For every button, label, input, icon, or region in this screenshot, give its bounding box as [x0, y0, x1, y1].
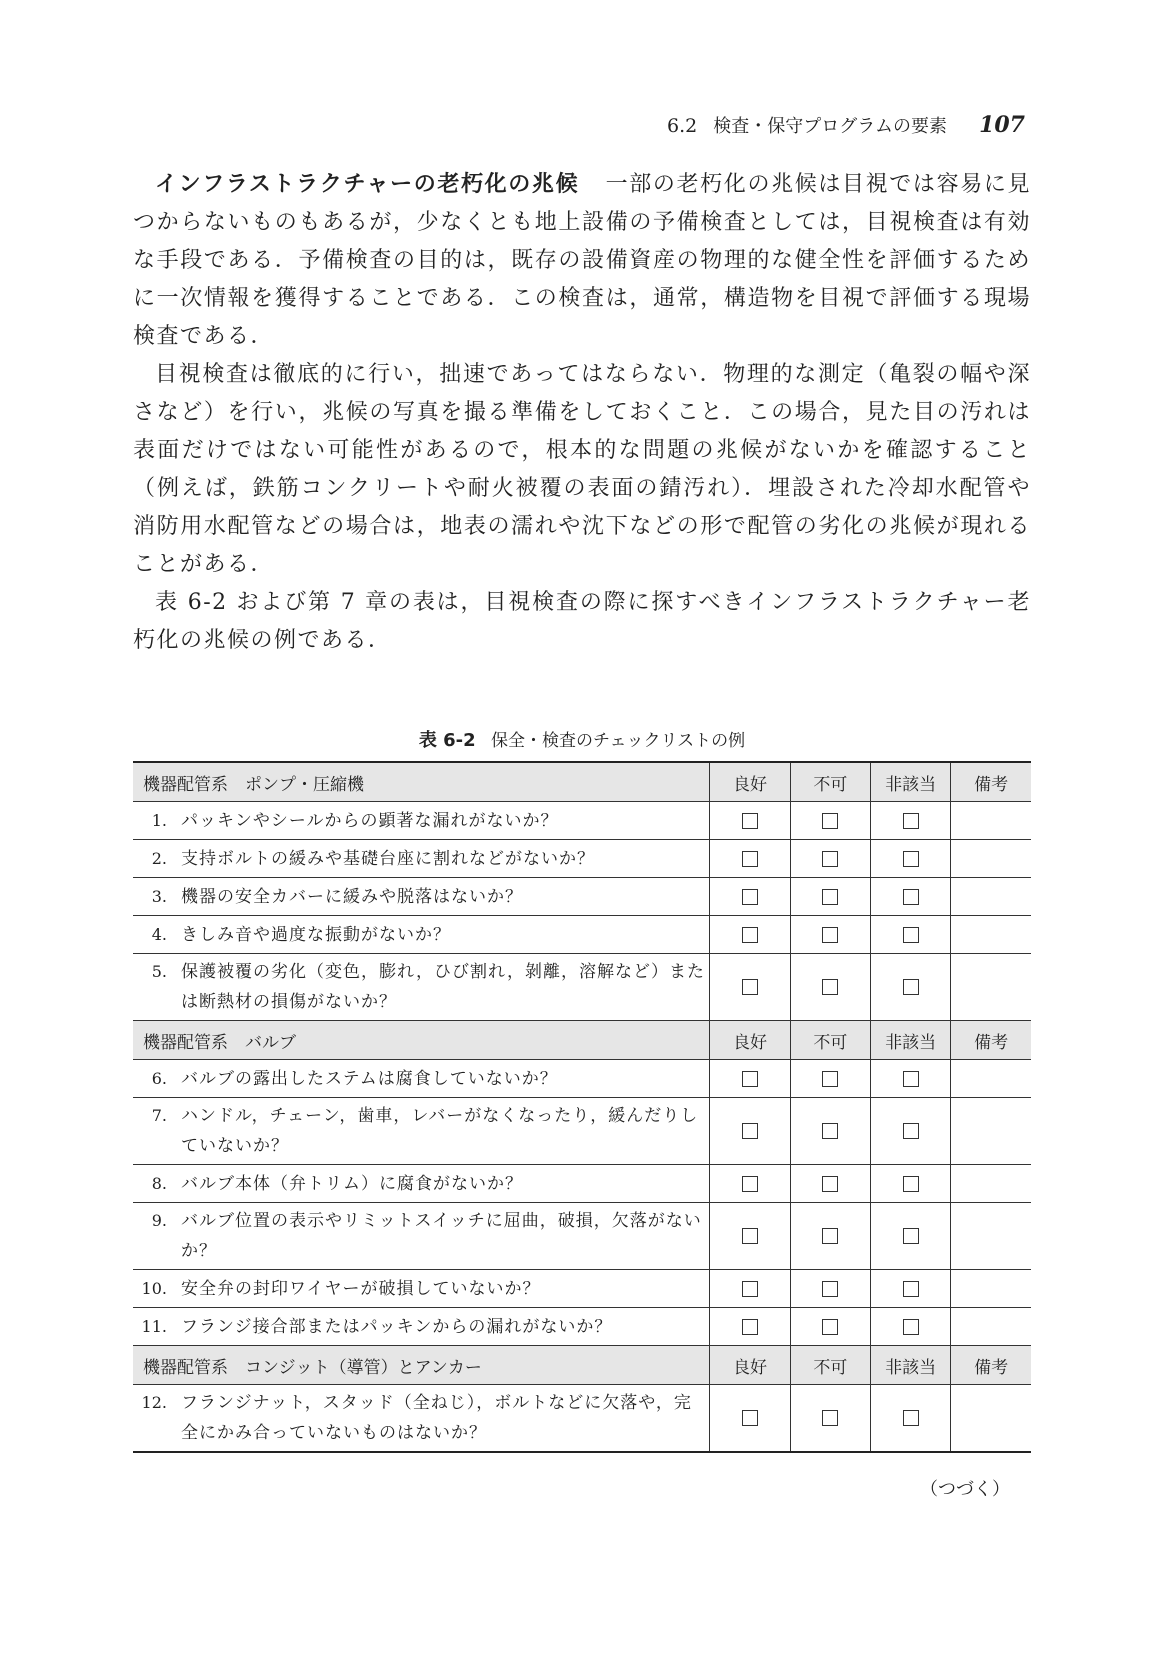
- item-text: バルブ位置の表示やリミットスイッチに屈曲，破損，欠落がないか？: [181, 1211, 702, 1261]
- item-wrap: [133, 957, 709, 1017]
- checkbox-good[interactable]: [742, 1319, 758, 1335]
- item-text: フランジナット，スタッド（全ねじ），ボルトなどに欠落や，完全にかみ合っていないものはないか？: [181, 1393, 692, 1443]
- checkbox-cell-good: [710, 878, 790, 916]
- item-text: 保護被覆の劣化（変色，膨れ，ひび割れ，剝離，溶解など）または断熱材の損傷がないか？: [181, 962, 706, 1012]
- item-cell: [133, 802, 710, 840]
- item-number: 3.: [151, 886, 167, 906]
- item-cell: [133, 1270, 710, 1308]
- remarks-cell[interactable]: [951, 840, 1031, 878]
- item-cell: [133, 1308, 710, 1346]
- checklist-item-row: [133, 802, 1031, 840]
- column-header: 不可: [790, 1021, 870, 1060]
- section-title: 機器配管系 コンジット（導管）とアンカー: [133, 1346, 710, 1385]
- checklist-item-row: [133, 1203, 1031, 1270]
- item-wrap: [133, 1206, 709, 1266]
- item-wrap: [133, 882, 709, 912]
- checklist-item-row: [133, 1270, 1031, 1308]
- item-wrap: [133, 844, 709, 874]
- table-caption-label: 表 6-2: [418, 730, 476, 751]
- checkbox-ng[interactable]: [822, 851, 838, 867]
- item-cell: [133, 1060, 710, 1098]
- checkbox-good[interactable]: [742, 889, 758, 905]
- checkbox-na[interactable]: [903, 1176, 919, 1192]
- remarks-cell[interactable]: [951, 916, 1031, 954]
- checkbox-cell-na: [870, 1385, 950, 1453]
- checkbox-cell-ng: [790, 1060, 870, 1098]
- column-header: 備考: [951, 1021, 1031, 1060]
- checkbox-ng[interactable]: [822, 889, 838, 905]
- checkbox-ng[interactable]: [822, 1228, 838, 1244]
- item-cell: [133, 916, 710, 954]
- item-text: ハンドル，チェーン，歯車，レバーがなくなったり，緩んだりしていないか？: [181, 1106, 699, 1156]
- checkbox-good[interactable]: [742, 927, 758, 943]
- checkbox-cell-na: [870, 1270, 950, 1308]
- item-wrap: [133, 1101, 709, 1161]
- checklist-item-row: [133, 878, 1031, 916]
- checkbox-cell-na: [870, 840, 950, 878]
- section-title: 検査・保守プログラムの要素: [713, 116, 948, 137]
- column-header: 備考: [951, 1346, 1031, 1385]
- checkbox-cell-good: [710, 1060, 790, 1098]
- checkbox-cell-ng: [790, 802, 870, 840]
- remarks-cell[interactable]: [951, 1165, 1031, 1203]
- checkbox-cell-good: [710, 916, 790, 954]
- item-text: 安全弁の封印ワイヤーが破損していないか？: [181, 1278, 541, 1299]
- checkbox-good[interactable]: [742, 1176, 758, 1192]
- checklist-item-row: [133, 1060, 1031, 1098]
- checkbox-cell-ng: [790, 1385, 870, 1453]
- column-header: 不可: [790, 1346, 870, 1385]
- item-text: きしみ音や過度な振動がないか？: [181, 924, 451, 945]
- checkbox-cell-ng: [790, 1203, 870, 1270]
- checkbox-na[interactable]: [903, 851, 919, 867]
- checkbox-ng[interactable]: [822, 1410, 838, 1426]
- item-text: バルブ本体（弁トリム）に腐食がないか？: [181, 1173, 523, 1194]
- checkbox-cell-ng: [790, 1308, 870, 1346]
- checkbox-cell-ng: [790, 1270, 870, 1308]
- checkbox-cell-na: [870, 802, 950, 840]
- checkbox-good[interactable]: [742, 813, 758, 829]
- checkbox-na[interactable]: [903, 889, 919, 905]
- checkbox-cell-good: [710, 1165, 790, 1203]
- section-header-row: [133, 1021, 1031, 1060]
- checkbox-na[interactable]: [903, 927, 919, 943]
- item-number: 2.: [151, 848, 167, 868]
- item-wrap: [133, 806, 709, 836]
- continued-note: （つづく）: [920, 1479, 1010, 1500]
- checkbox-cell-ng: [790, 878, 870, 916]
- table-caption: [133, 726, 1031, 752]
- checkbox-cell-na: [870, 1098, 950, 1165]
- item-wrap: [133, 1388, 709, 1448]
- column-header: 非該当: [870, 1346, 950, 1385]
- remarks-cell[interactable]: [951, 1060, 1031, 1098]
- checklist-item-row: [133, 1165, 1031, 1203]
- item-cell: [133, 840, 710, 878]
- checkbox-good[interactable]: [742, 1228, 758, 1244]
- section-header-row: [133, 762, 1031, 802]
- paragraph-3: 表 6-2 および第 7 章の表は，目視検査の際に探すべきインフラストラクチャー老朽化の兆候の例である．: [133, 590, 1031, 653]
- item-cell: [133, 1098, 710, 1165]
- checkbox-na[interactable]: [903, 979, 919, 995]
- checkbox-na[interactable]: [903, 1281, 919, 1297]
- column-header: 良好: [710, 762, 790, 802]
- item-wrap: [133, 920, 709, 950]
- checkbox-cell-na: [870, 1203, 950, 1270]
- checkbox-na[interactable]: [903, 813, 919, 829]
- body-text: [133, 166, 1031, 660]
- checkbox-cell-ng: [790, 840, 870, 878]
- checkbox-cell-na: [870, 1165, 950, 1203]
- checkbox-cell-good: [710, 1098, 790, 1165]
- checkbox-ng[interactable]: [822, 1281, 838, 1297]
- checkbox-cell-ng: [790, 1098, 870, 1165]
- checkbox-cell-na: [870, 1308, 950, 1346]
- checkbox-cell-na: [870, 954, 950, 1021]
- checkbox-cell-good: [710, 1385, 790, 1453]
- item-text: バルブの露出したステムは腐食していないか？: [181, 1068, 558, 1089]
- item-number: 7.: [151, 1106, 167, 1125]
- section-title: 機器配管系 ポンプ・圧縮機: [133, 762, 710, 802]
- checkbox-na[interactable]: [903, 1319, 919, 1335]
- remarks-cell[interactable]: [951, 1385, 1031, 1453]
- paragraph-2: 目視検査は徹底的に行い，拙速であってはならない．物理的な測定（亀裂の幅や深さなど）を行い，兆候の写真を撮る準備をしておくこと．この場合，見た目の汚れは表面だけではない可能性があるので，根本的な問題の兆候がないかを確認すること（例えば，鉄筋コンクリートや耐火被覆の表面の錆汚れ）．埋設された冷却水配管や消防用水配管などの場合は，地表の濡れや沈下などの形で配管の劣化の兆候が現れることがある．: [133, 362, 1031, 577]
- item-number: 12.: [141, 1393, 167, 1412]
- checkbox-cell-na: [870, 878, 950, 916]
- checkbox-cell-ng: [790, 1165, 870, 1203]
- checkbox-cell-good: [710, 1308, 790, 1346]
- item-cell: [133, 878, 710, 916]
- remarks-cell[interactable]: [951, 802, 1031, 840]
- remarks-cell[interactable]: [951, 1098, 1031, 1165]
- item-number: 9.: [151, 1211, 167, 1230]
- checkbox-cell-good: [710, 954, 790, 1021]
- column-header: 不可: [790, 762, 870, 802]
- item-text: パッキンやシールからの顕著な漏れがないか？: [181, 810, 559, 831]
- item-text: 機器の安全カバーに緩みや脱落はないか？: [181, 886, 523, 907]
- remarks-cell[interactable]: [951, 1203, 1031, 1270]
- run-in-heading: インフラストラクチャーの老朽化の兆候: [155, 172, 580, 197]
- page-number: 107: [979, 112, 1025, 138]
- paragraph-1-text: 一部の老朽化の兆候は目視では容易に見つからないものもあるが，少なくとも地上設備の予備検査としては，目視検査は有効な手段である．予備検査の目的は，既存の設備資産の物理的な健全性を評価するために一次情報を獲得することである．この検査は，通常，構造物を目視で評価する現場検査である．: [133, 172, 1031, 349]
- checkbox-ng[interactable]: [822, 1123, 838, 1139]
- item-text: 支持ボルトの緩みや基礎台座に割れなどがないか？: [181, 848, 595, 869]
- checklist-item-row: [133, 1308, 1031, 1346]
- item-number: 4.: [151, 924, 167, 944]
- checkbox-cell-na: [870, 916, 950, 954]
- item-number: 11.: [141, 1316, 167, 1336]
- checkbox-ng[interactable]: [822, 979, 838, 995]
- item-wrap: [133, 1312, 709, 1342]
- remarks-cell[interactable]: [951, 878, 1031, 916]
- item-wrap: [133, 1274, 709, 1304]
- checkbox-good[interactable]: [742, 979, 758, 995]
- checkbox-ng[interactable]: [822, 813, 838, 829]
- remarks-cell[interactable]: [951, 1270, 1031, 1308]
- item-cell: [133, 1385, 710, 1453]
- checklist-body: [133, 762, 1031, 1452]
- checkbox-ng[interactable]: [822, 1071, 838, 1087]
- checklist-item-row: [133, 954, 1031, 1021]
- checkbox-na[interactable]: [903, 1071, 919, 1087]
- checkbox-ng[interactable]: [822, 927, 838, 943]
- checkbox-cell-good: [710, 1270, 790, 1308]
- item-number: 1.: [151, 810, 167, 830]
- checkbox-good[interactable]: [742, 1410, 758, 1426]
- checkbox-ng[interactable]: [822, 1319, 838, 1335]
- column-header: 非該当: [870, 1021, 950, 1060]
- checkbox-ng[interactable]: [822, 1176, 838, 1192]
- checkbox-na[interactable]: [903, 1228, 919, 1244]
- item-wrap: [133, 1169, 709, 1199]
- section-header-row: [133, 1346, 1031, 1385]
- column-header: 非該当: [870, 762, 950, 802]
- checklist-item-row: [133, 1098, 1031, 1165]
- table-caption-title: 保全・検査のチェックリストの例: [491, 731, 746, 751]
- column-header: 備考: [951, 762, 1031, 802]
- item-number: 10.: [141, 1278, 167, 1298]
- checkbox-cell-good: [710, 802, 790, 840]
- item-number: 8.: [151, 1173, 167, 1193]
- checkbox-cell-ng: [790, 916, 870, 954]
- checklist-table: [133, 761, 1031, 1453]
- checkbox-good[interactable]: [742, 1071, 758, 1087]
- item-wrap: [133, 1064, 709, 1094]
- checkbox-na[interactable]: [903, 1123, 919, 1139]
- item-cell: [133, 1203, 710, 1270]
- checkbox-cell-good: [710, 840, 790, 878]
- checklist-item-row: [133, 840, 1031, 878]
- checkbox-cell-good: [710, 1203, 790, 1270]
- item-number: 6.: [151, 1068, 167, 1088]
- checkbox-good[interactable]: [742, 851, 758, 867]
- section-title: 機器配管系 バルブ: [133, 1021, 710, 1060]
- checkbox-cell-na: [870, 1060, 950, 1098]
- item-number: 5.: [151, 962, 167, 981]
- checkbox-good[interactable]: [742, 1123, 758, 1139]
- section-number: 6.2: [667, 115, 698, 137]
- paragraph-1: [133, 166, 1031, 356]
- checkbox-good[interactable]: [742, 1281, 758, 1297]
- checkbox-na[interactable]: [903, 1410, 919, 1426]
- checkbox-cell-ng: [790, 954, 870, 1021]
- remarks-cell[interactable]: [951, 954, 1031, 1021]
- item-cell: [133, 1165, 710, 1203]
- column-header: 良好: [710, 1346, 790, 1385]
- column-header: 良好: [710, 1021, 790, 1060]
- checklist-item-row: [133, 1385, 1031, 1453]
- item-cell: [133, 954, 710, 1021]
- running-head: [650, 112, 1025, 138]
- checklist-item-row: [133, 916, 1031, 954]
- item-text: フランジ接合部またはパッキンからの漏れがないか？: [181, 1316, 613, 1337]
- remarks-cell[interactable]: [951, 1308, 1031, 1346]
